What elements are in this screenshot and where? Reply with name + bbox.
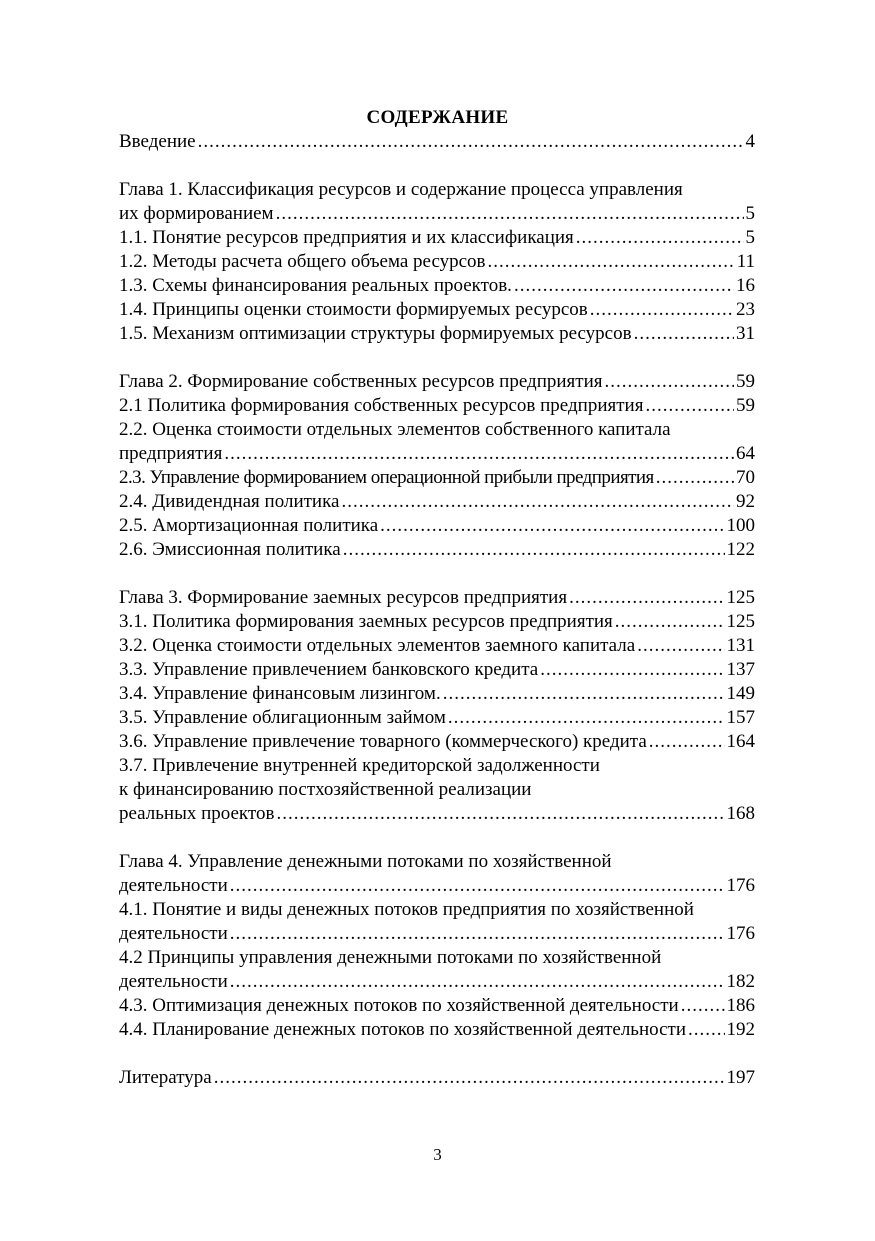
toc-entry-page: 137 bbox=[726, 659, 755, 680]
toc-entry-3-5[interactable] bbox=[119, 706, 755, 730]
toc-entry-chapter-3[interactable] bbox=[119, 586, 755, 610]
dot-leader bbox=[343, 538, 725, 562]
toc-entry-1-4[interactable] bbox=[119, 298, 755, 322]
toc-entry-text: 4.4. Планирование денежных потоков по хозяйственной деятельности bbox=[119, 1019, 687, 1040]
toc-entry-page: 149 bbox=[726, 683, 755, 704]
toc-entry-3-4[interactable] bbox=[119, 682, 755, 706]
toc-entry-2-3[interactable] bbox=[119, 466, 755, 490]
dot-leader bbox=[230, 922, 725, 946]
toc-entry-text: их формированием bbox=[119, 203, 274, 224]
toc-chapter-4-title: Глава 4. Управление денежными потоками по хозяйственной bbox=[119, 851, 612, 872]
toc-entry-3-7-title: 3.7. Привлечение внутренней кредиторской задолженности bbox=[119, 755, 600, 776]
toc-entry-4-4[interactable] bbox=[119, 1018, 755, 1042]
toc-entry-3-7-title-cont: к финансированию постхозяйственной реализации bbox=[119, 779, 532, 800]
toc-entry-page: 59 bbox=[736, 371, 755, 392]
toc-entry-4-1[interactable] bbox=[119, 922, 755, 946]
page-number: 3 bbox=[433, 1145, 442, 1164]
toc-entry-2-2-title: 2.2. Оценка стоимости отдельных элементов собственного капитала bbox=[119, 419, 671, 440]
toc-entry-text: 3.5. Управление облигационным займом bbox=[119, 707, 446, 728]
toc-entry-page: 100 bbox=[726, 515, 755, 536]
toc-entry-1-2[interactable] bbox=[119, 250, 755, 274]
spacer bbox=[119, 826, 755, 850]
toc-entry-page: 182 bbox=[726, 971, 755, 992]
spacer bbox=[119, 346, 755, 370]
toc-entry-text: 3.4. Управление финансовым лизингом. bbox=[119, 683, 441, 704]
toc-entry-page: 176 bbox=[726, 923, 755, 944]
dot-leader bbox=[224, 442, 734, 466]
toc-entry-text: 1.5. Механизм оптимизации структуры формируемых ресурсов bbox=[119, 323, 632, 344]
dot-leader bbox=[605, 370, 735, 394]
toc-entry-page: 168 bbox=[726, 803, 755, 824]
dot-leader bbox=[198, 130, 744, 154]
toc-entry-text: предприятия bbox=[119, 443, 223, 464]
dot-leader bbox=[230, 874, 725, 898]
dot-leader bbox=[380, 514, 724, 538]
toc-entry-text: 1.4. Принципы оценки стоимости формируемых ресурсов bbox=[119, 299, 588, 320]
toc-entry-page: 5 bbox=[745, 227, 755, 248]
dot-leader bbox=[540, 658, 724, 682]
toc-entry-4-1-title: 4.1. Понятие и виды денежных потоков предприятия по хозяйственной bbox=[119, 899, 694, 920]
toc-entry-text: Литература bbox=[119, 1067, 212, 1088]
toc-entry-text: Глава 2. Формирование собственных ресурсов предприятия bbox=[119, 371, 603, 392]
dot-leader bbox=[443, 682, 725, 706]
toc-entry-page: 176 bbox=[726, 875, 755, 896]
toc-entry-text: деятельности bbox=[119, 923, 228, 944]
toc-entry-page: 70 bbox=[736, 467, 755, 488]
toc-entry-text: деятельности bbox=[119, 875, 228, 896]
dot-leader bbox=[488, 250, 735, 274]
toc-entry-page: 16 bbox=[736, 275, 755, 296]
toc-entry-1-1[interactable] bbox=[119, 226, 755, 250]
toc-entry-text: 4.3. Оптимизация денежных потоков по хозяйственной деятельности bbox=[119, 995, 679, 1016]
dot-leader bbox=[681, 994, 725, 1018]
dot-leader bbox=[649, 730, 725, 754]
dot-leader bbox=[637, 634, 724, 658]
toc-entry-3-2[interactable] bbox=[119, 634, 755, 658]
dot-leader bbox=[590, 298, 734, 322]
toc-entry-text: 2.3. Управление формированием операционной прибыли предприятия bbox=[119, 467, 654, 488]
page-title: СОДЕРЖАНИЕ bbox=[366, 107, 509, 128]
toc-entry-text: 1.1. Понятие ресурсов предприятия и их классификация bbox=[119, 227, 574, 248]
dot-leader bbox=[276, 202, 744, 226]
toc-entry-text: 3.1. Политика формирования заемных ресурсов предприятия bbox=[119, 611, 613, 632]
toc-entry-2-4[interactable] bbox=[119, 490, 755, 514]
dot-leader bbox=[341, 490, 734, 514]
dot-leader bbox=[634, 322, 734, 346]
table-of-contents bbox=[119, 130, 755, 1090]
toc-entry-chapter-4[interactable] bbox=[119, 874, 755, 898]
toc-entry-4-2-title: 4.2 Принципы управления денежными потоками по хозяйственной bbox=[119, 947, 662, 968]
toc-entry-text: 3.3. Управление привлечением банковского кредита bbox=[119, 659, 539, 680]
toc-entry-text: Глава 3. Формирование заемных ресурсов предприятия bbox=[119, 587, 568, 608]
toc-entry-page: 197 bbox=[726, 1067, 755, 1088]
dot-leader bbox=[276, 802, 724, 826]
toc-entry-literature[interactable] bbox=[119, 1066, 755, 1090]
toc-entry-page: 31 bbox=[736, 323, 755, 344]
toc-entry-4-2[interactable] bbox=[119, 970, 755, 994]
toc-entry-text: 1.3. Схемы финансирования реальных проектов. bbox=[119, 275, 512, 296]
toc-entry-page: 125 bbox=[726, 587, 755, 608]
toc-entry-3-1[interactable] bbox=[119, 610, 755, 634]
toc-entry-text: 2.5. Амортизационная политика bbox=[119, 515, 379, 536]
toc-entry-page: 122 bbox=[726, 539, 755, 560]
toc-entry-chapter-1[interactable] bbox=[119, 202, 755, 226]
toc-entry-page: 64 bbox=[736, 443, 755, 464]
toc-entry-2-1[interactable] bbox=[119, 394, 755, 418]
dot-leader bbox=[576, 226, 744, 250]
toc-entry-2-5[interactable] bbox=[119, 514, 755, 538]
toc-entry-page: 59 bbox=[736, 395, 755, 416]
toc-entry-text: 2.6. Эмиссионная политика bbox=[119, 539, 341, 560]
dot-leader bbox=[214, 1066, 725, 1090]
toc-entry-text: 2.1 Политика формирования собственных ресурсов предприятия bbox=[119, 395, 644, 416]
spacer bbox=[119, 562, 755, 586]
toc-entry-text: деятельности bbox=[119, 971, 228, 992]
toc-entry-2-6[interactable] bbox=[119, 538, 755, 562]
toc-entry-text: реальных проектов bbox=[119, 803, 275, 824]
toc-entry-page: 186 bbox=[726, 995, 755, 1016]
toc-entry-page: 11 bbox=[736, 251, 755, 272]
dot-leader bbox=[615, 610, 725, 634]
toc-entry-text: 3.6. Управление привлечение товарного (коммерческого) кредита bbox=[119, 731, 647, 752]
toc-entry-page: 23 bbox=[736, 299, 755, 320]
dot-leader bbox=[645, 394, 734, 418]
toc-entry-page: 5 bbox=[745, 203, 755, 224]
toc-entry-chapter-2[interactable] bbox=[119, 370, 755, 394]
toc-entry-text: 3.2. Оценка стоимости отдельных элементов заемного капитала bbox=[119, 635, 636, 656]
toc-entry-2-2[interactable] bbox=[119, 442, 755, 466]
dot-leader bbox=[230, 970, 725, 994]
toc-entry-1-3[interactable] bbox=[119, 274, 755, 298]
dot-leader bbox=[448, 706, 725, 730]
toc-entry-page: 164 bbox=[726, 731, 755, 752]
toc-entry-text: Введение bbox=[119, 131, 196, 152]
dot-leader bbox=[514, 274, 734, 298]
toc-entry-page: 92 bbox=[736, 491, 755, 512]
toc-entry-introduction[interactable] bbox=[119, 130, 755, 154]
toc-entry-3-3[interactable] bbox=[119, 658, 755, 682]
toc-chapter-1-title: Глава 1. Классификация ресурсов и содержание процесса управления bbox=[119, 179, 683, 200]
spacer bbox=[119, 154, 755, 178]
toc-entry-page: 131 bbox=[726, 635, 755, 656]
toc-entry-4-3[interactable] bbox=[119, 994, 755, 1018]
dot-leader bbox=[688, 1018, 724, 1042]
toc-entry-page: 4 bbox=[745, 131, 755, 152]
toc-entry-page: 125 bbox=[726, 611, 755, 632]
toc-entry-text: 1.2. Методы расчета общего объема ресурсов bbox=[119, 251, 486, 272]
toc-entry-text: 2.4. Дивидендная политика bbox=[119, 491, 340, 512]
toc-entry-1-5[interactable] bbox=[119, 322, 755, 346]
toc-entry-page: 157 bbox=[726, 707, 755, 728]
spacer bbox=[119, 1042, 755, 1066]
toc-entry-3-7[interactable] bbox=[119, 802, 755, 826]
toc-entry-3-6[interactable] bbox=[119, 730, 755, 754]
toc-entry-page: 192 bbox=[726, 1019, 755, 1040]
dot-leader bbox=[569, 586, 724, 610]
dot-leader bbox=[656, 466, 734, 490]
